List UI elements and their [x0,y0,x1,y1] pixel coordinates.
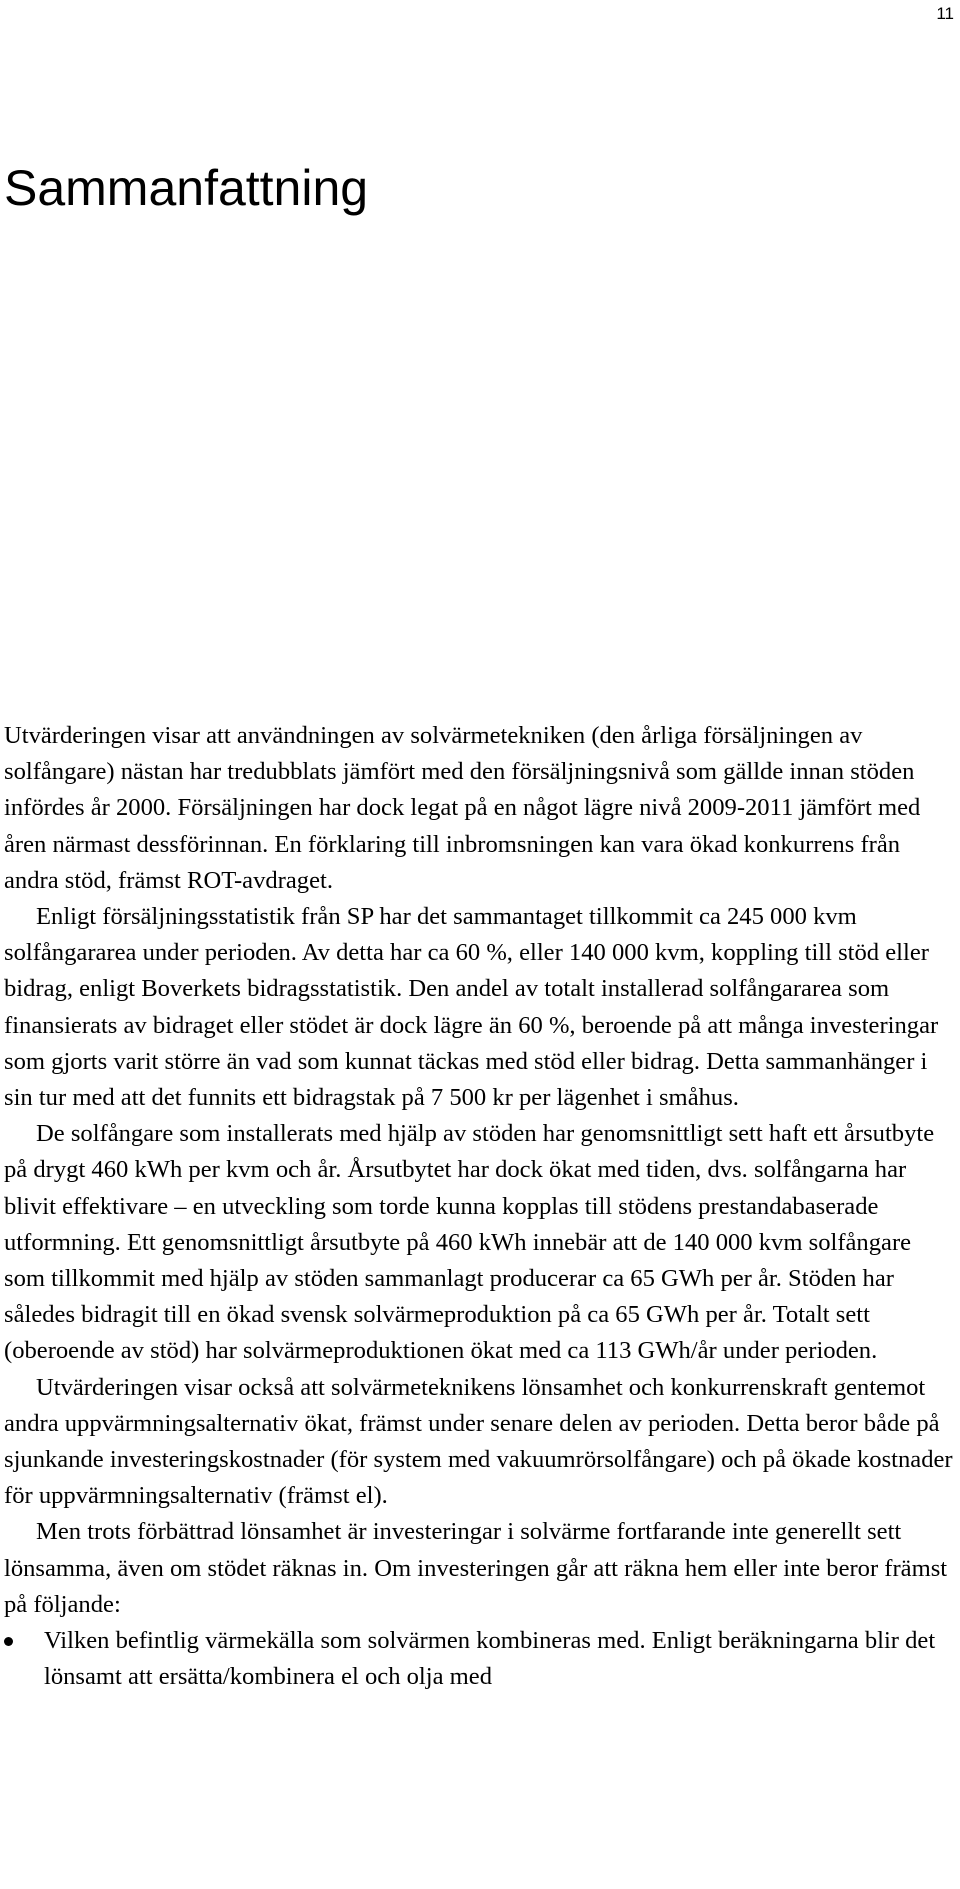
paragraph: Utvärderingen visar också att solvärmeteknikens lönsamhet och konkurrenskraft gentemot andra uppvärmningsalternativ ökat, främst under senare delen av perioden. Detta beror både på sjunkande investeringskostnader (för system med vakuumrörsolfångare) och på ökade kostnader för uppvärmningsalternativ (främst el). [4,1373,953,1510]
paragraph: Utvärderingen visar att användningen av solvärmetekniken (den årliga försäljningen av solfångare) nästan har tredubblats jämfört med den försäljningsnivå som gällde innan stöden infördes år 2000. Försäljningen har dock legat på en något lägre nivå 2009-2011 jämfört med åren närmast dessförinnan. En förklaring till inbromsningen kan vara ökad konkurrens från andra stöd, främst ROT-avdraget. [4,722,921,894]
page-number: 11 [936,4,954,23]
list-item [4,1623,954,1695]
summary-body [4,718,954,1695]
bullet-icon [4,1637,13,1646]
paragraph: Enligt försäljningsstatistik från SP har det sammantaget tillkommit ca 245 000 kvm solfångararea under perioden. Av detta har ca 60 %, eller 140 000 kvm, koppling till stöd eller bidrag, enligt Boverkets bidragsstatistik. Den andel av totalt installerad solfångararea som finansierats av bidraget eller stödet är dock lägre än 60 %, beroende på att många investeringar som gjorts varit större än vad som kunnat täckas med stöd eller bidrag. Detta sammanhänger i sin tur med att det funnits ett bidragstak på 7 500 kr per lägenhet i småhus. [4,903,939,1112]
bullet-list [4,1623,954,1695]
page-title: Sammanfattning [4,160,369,216]
paragraph: Men trots förbättrad lönsamhet är investeringar i solvärme fortfarande inte generellt sett lönsamma, även om stödet räknas in. Om investeringen går att räkna hem eller inte beror främst på följande: [4,1518,948,1618]
paragraph: De solfångare som installerats med hjälp av stöden har genomsnittligt sett haft ett årsutbyte på drygt 460 kWh per kvm och år. Årsutbytet har dock ökat med tiden, dvs. solfångarna har blivit effektivare – en utveckling som torde kunna kopplas till stödens prestandabaserade utformning. Ett genomsnittligt årsutbyte på 460 kWh innebär att de 140 000 kvm solfångare som tillkommit med hjälp av stöden sammanlagt producerar ca 65 GWh per år. Stöden har således bidragit till en ökad svensk solvärmeproduktion på ca 65 GWh per år. Totalt sett (oberoende av stöd) har solvärmeproduktionen ökat med ca 113 GWh/år under perioden. [4,1120,935,1365]
list-item-text: Vilken befintlig värmekälla som solvärmen kombineras med. Enligt beräkningarna blir det lönsamt att ersätta/kombinera el och olja med [44,1627,936,1691]
